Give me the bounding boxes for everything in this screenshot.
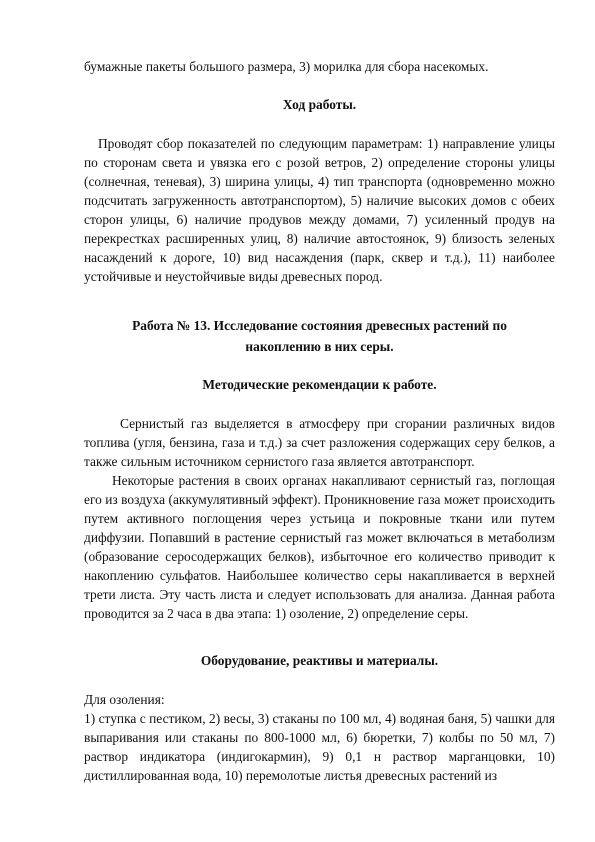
equipment-list: 1) ступка с пестиком, 2) весы, 3) стаканы по 100 мл, 4) водяная баня, 5) чашки для выпаривания или стаканы по 800-1000 мл, 6) бюретки, 7) колбы по 50 мл, 7) раствор индикатора (индигокармин), 9) 0,1 н раствор марганцовки, 10) дистиллированная вода, 10) перемолотые листья древесных растений из xyxy=(84,711,555,783)
progress-paragraph: Проводят сбор показателей по следующим параметрам: 1) направление улицы по сторонам света и увязка его с розой ветров, 2) определение стороны улицы (солнечная, теневая), 3) ширина улицы, 4) тип транспорта (одновременно можно подсчитать загруженность автотранспортом), 5) наличие высоких домов с обеих сторон улицы, 6) наличие продувов между домами, 7) усиленный продув на перекрестках расширенных улиц, 8) наличие автостоянок, 9) близость зеленых насаждений к дороге, 10) вид насаждения (парк, сквер и т.д.), 11) наиболее устойчивые и неустойчивые виды древесных пород. xyxy=(84,136,555,284)
heading-equipment: Оборудование, реактивы и материалы. xyxy=(200,653,439,668)
method-paragraph-2: Некоторые растения в своих органах накапливают сернистый газ, поглощая его из воздуха (аккумулятивный эффект). Проникновение газа может происходить путем активного поглощения через устьица и покровные ткани или путем диффузии. Попавший в растение сернистый газ может включаться в метаболизм (образование серосодержащих белков), избыточное его количество приводит к накоплению сульфатов. Наибольшее количество серы накапливается в верхней трети листа. Эту часть листа и следует использовать для анализа. Данная работа проводится за 2 часа в два этапа: 1) озоление, 2) определение серы. xyxy=(84,473,555,621)
heading-method: Методические рекомендации к работе. xyxy=(202,377,437,392)
intro-line: бумажные пакеты большого размера, 3) морилка для сбора насекомых. xyxy=(84,59,489,74)
heading-progress: Ход работы. xyxy=(282,97,357,112)
ashing-label: Для озоления: xyxy=(84,692,165,707)
work-title-line-2: накоплению в них серы. xyxy=(245,339,394,354)
method-paragraph-1: Сернистый газ выделяется в атмосферу при сгорании различных видов топлива (угля, бензина, газа и т.д.) за счет разложения содержащих серу белков, а также сильным источником сернистого газа является автотранспорт. xyxy=(84,416,555,469)
work-title-line-1: Работа № 13. Исследование состояния древесных растений по xyxy=(132,318,507,333)
